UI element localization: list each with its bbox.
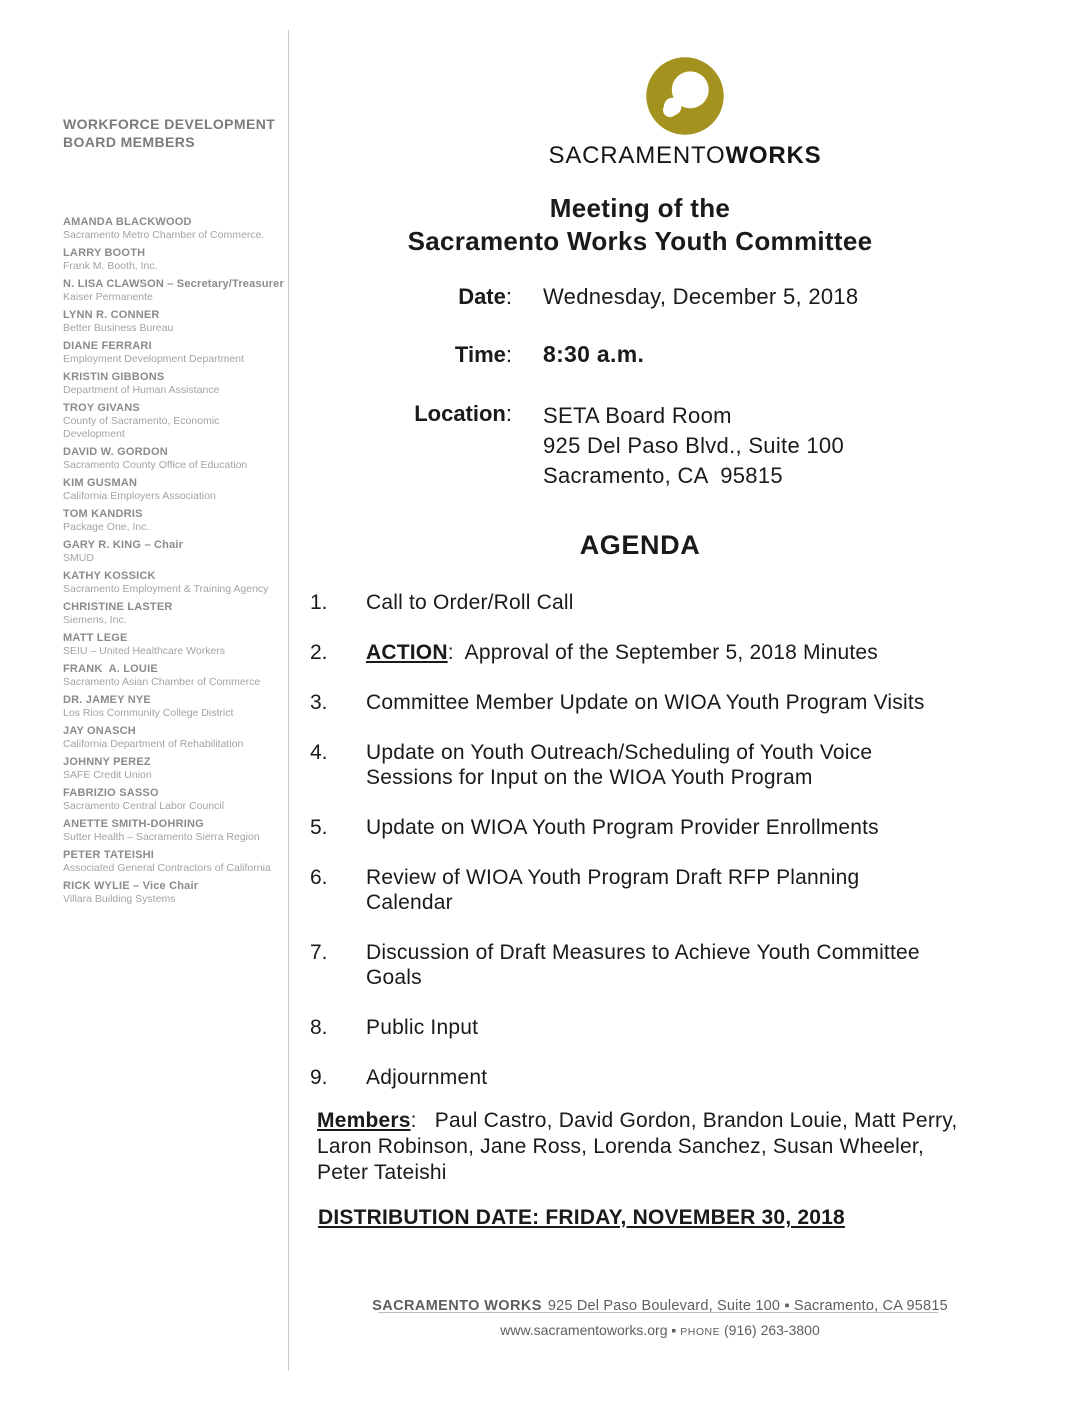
member-name: PETER TATEISHI [63,849,155,861]
agenda-item [310,740,975,790]
agenda-item-line: Discussion of Draft Measures to Achieve Youth Committee [366,941,920,964]
agenda-item-line: Goals [366,966,422,989]
distribution-date: DISTRIBUTION DATE: FRIDAY, NOVEMBER 30, 2018 [318,1206,845,1229]
location-label-text: Location [414,401,506,426]
date-value: Wednesday, December 5, 2018 [543,284,859,309]
colon: : [505,342,512,367]
time-value: 8:30 a.m. [543,341,645,367]
member-name: FRANK A. LOUIE [63,663,158,675]
board-member [63,601,295,627]
agenda-item [310,640,975,665]
logo-wordmark-regular: SACRAMENTO [548,142,726,169]
agenda-item-number: 5. [310,816,328,839]
text-line: Sacramento Works Youth Committee [407,226,873,256]
member-organization: California Employers Association [63,490,216,502]
footer-phone-number: (916) 263-3800 [724,1322,820,1338]
location-value [543,401,844,491]
text-line: 925 Del Paso Blvd., Suite 100 [543,433,844,458]
board-member [63,309,295,335]
member-organization: SAFE Credit Union [63,769,152,781]
agenda-item-number: 2. [310,641,328,664]
agenda-item-number: 3. [310,691,328,714]
board-member [63,694,295,720]
member-name: RICK WYLIE – Vice Chair [63,880,199,892]
agenda-item-text [366,815,879,840]
member-organization: Villara Building Systems [63,893,176,905]
member-organization: Associated General Contractors of California [63,862,271,874]
agenda-item [310,1065,975,1090]
colon: : [505,401,512,426]
agenda-item-line: Calendar [366,891,453,914]
agenda-item-line: Adjournment [366,1066,488,1089]
member-organization: Kaiser Permanente [63,291,153,303]
member-name: JAY ONASCH [63,725,136,737]
board-member [63,787,295,813]
member-organization: Sacramento Asian Chamber of Commerce [63,676,261,688]
member-name: DR. JAMEY NYE [63,694,151,706]
time-label-text: Time [454,342,506,367]
footer-contact-line [320,1322,1000,1338]
member-organization: Sacramento Central Labor Council [63,800,225,812]
board-member [63,446,295,472]
member-name: JOHNNY PEREZ [63,756,151,768]
footer-website: www.sacramentoworks.org ▪ [500,1322,677,1338]
agenda-item-text [366,590,574,615]
members-note [317,1108,972,1186]
agenda-item-line: Sessions for Input on the WIOA Youth Program [366,766,813,789]
date-label [320,284,512,310]
member-name: DAVID W. GORDON [63,446,168,458]
agenda-item-line: Review of WIOA Youth Program Draft RFP Planning [366,866,860,889]
member-name: LARRY BOOTH [63,247,146,259]
member-name: GARY R. KING – Chair [63,539,184,551]
members-note-line: Peter Tateishi [317,1161,447,1184]
member-organization: SEIU – United Healthcare Workers [63,645,226,657]
agenda-item-text [366,865,859,915]
agenda-item-number: 1. [310,591,328,614]
agenda-item-text [366,1065,487,1090]
agenda-item [310,865,975,915]
agenda-item-line: Update on WIOA Youth Program Provider Enrollments [366,816,879,839]
board-member [63,402,295,441]
agenda-item [310,690,975,715]
board-member [63,539,295,565]
agenda-item-number: 9. [310,1066,328,1089]
agenda-item [310,590,975,615]
members-label: Members [317,1109,411,1132]
member-name: KRISTIN GIBBONS [63,371,165,383]
board-member [63,477,295,503]
agenda-item-line: Public Input [366,1016,479,1039]
member-name: KATHY KOSSICK [63,570,156,582]
agenda-item-text [366,1015,478,1040]
member-name: TROY GIVANS [63,402,140,414]
agenda-item-text [366,740,872,790]
member-name: MATT LEGE [63,632,128,644]
member-name: KIM GUSMAN [63,477,138,489]
member-organization: Los Rios Community College District [63,707,234,719]
board-member [63,570,295,596]
board-member [63,632,295,658]
agenda-item-number: 7. [310,941,328,964]
board-member [63,849,295,875]
members-note-line: Laron Robinson, Jane Ross, Lorenda Sanchez, Susan Wheeler, [317,1135,924,1158]
agenda-item-line: ACTION: Approval of the September 5, 2018 Minutes [366,641,878,664]
board-member [63,508,295,534]
agenda-item-line: Committee Member Update on WIOA Youth Program Visits [366,691,925,714]
board-members-list [63,216,295,911]
board-member [63,818,295,844]
member-organization: Package One, Inc. [63,521,150,533]
board-member [63,247,295,273]
agenda-item-line: Call to Order/Roll Call [366,591,574,614]
colon: : [505,284,512,309]
footer-address: 925 Del Paso Boulevard, Suite 100 ▪ Sacramento, CA 95815 [547,1298,948,1314]
board-member [63,663,295,689]
text-line: SETA Board Room [543,403,732,428]
board-member [63,340,295,366]
member-organization: Development [63,428,125,440]
agenda-item-line: Update on Youth Outreach/Scheduling of Youth Voice [366,741,873,764]
member-name: CHRISTINE LASTER [63,601,173,613]
agenda-item-text [366,940,920,990]
agenda-heading: AGENDA [579,530,701,560]
location-label [320,401,512,427]
action-label: ACTION [366,641,448,664]
footer-brand: SACRAMENTO WORKS [372,1298,542,1314]
member-organization: Better Business Bureau [63,322,174,334]
member-organization: Siemens, Inc. [63,614,127,626]
agenda-item [310,815,975,840]
member-organization: Employment Development Department [63,353,244,365]
vertical-divider [288,30,289,1371]
member-name: LYNN R. CONNER [63,309,160,321]
sacramento-works-logo [535,52,835,170]
board-member [63,725,295,751]
agenda-item-text [366,690,925,715]
member-organization: Sutter Health – Sacramento Sierra Region [63,831,260,843]
text-line: BOARD MEMBERS [63,134,195,150]
member-organization: County of Sacramento, Economic [63,415,220,427]
member-organization: Frank M. Booth, Inc. [63,260,158,272]
member-organization: Sacramento Metro Chamber of Commerce. [63,229,265,241]
board-member [63,880,295,906]
member-name: FABRIZIO SASSO [63,787,159,799]
agenda-item-number: 6. [310,866,328,889]
board-member [63,756,295,782]
date-label-text: Date [458,284,506,309]
agenda-item [310,940,975,990]
footer [320,1298,1000,1338]
members-note-line: Members: Paul Castro, David Gordon, Brandon Louie, Matt Perry, [317,1109,958,1132]
board-member [63,278,295,304]
member-organization: SMUD [63,552,94,564]
member-name: ANETTE SMITH-DOHRING [63,818,204,830]
member-name: TOM KANDRIS [63,508,143,520]
logo-donut-icon [641,52,729,140]
document-title [320,192,960,258]
member-organization: Sacramento County Office of Education [63,459,248,471]
text-line: Meeting of the [549,193,731,223]
member-name: DIANE FERRARI [63,340,152,352]
footer-address-line [320,1298,1000,1314]
member-name: AMANDA BLACKWOOD [63,216,192,228]
agenda-item-number: 4. [310,741,328,764]
text-line: WORKFORCE DEVELOPMENT [63,116,276,132]
member-organization: Department of Human Assistance [63,384,220,396]
agenda-list [310,590,975,1115]
agenda-item-number: 8. [310,1016,328,1039]
member-organization: California Department of Rehabilitation [63,738,244,750]
agenda-item [310,1015,975,1040]
agenda-item-text [366,640,878,665]
member-organization: Sacramento Employment & Training Agency [63,583,269,595]
board-member [63,216,295,242]
logo-wordmark-bold: WORKS [725,142,822,169]
sidebar-heading [63,115,295,151]
board-member [63,371,295,397]
logo-wordmark [535,142,835,170]
text-line: Sacramento, CA 95815 [543,463,783,488]
time-label [320,342,512,368]
footer-phone-label: PHONE [680,1326,721,1338]
member-name: N. LISA CLAWSON – Secretary/Treasurer [63,278,284,290]
